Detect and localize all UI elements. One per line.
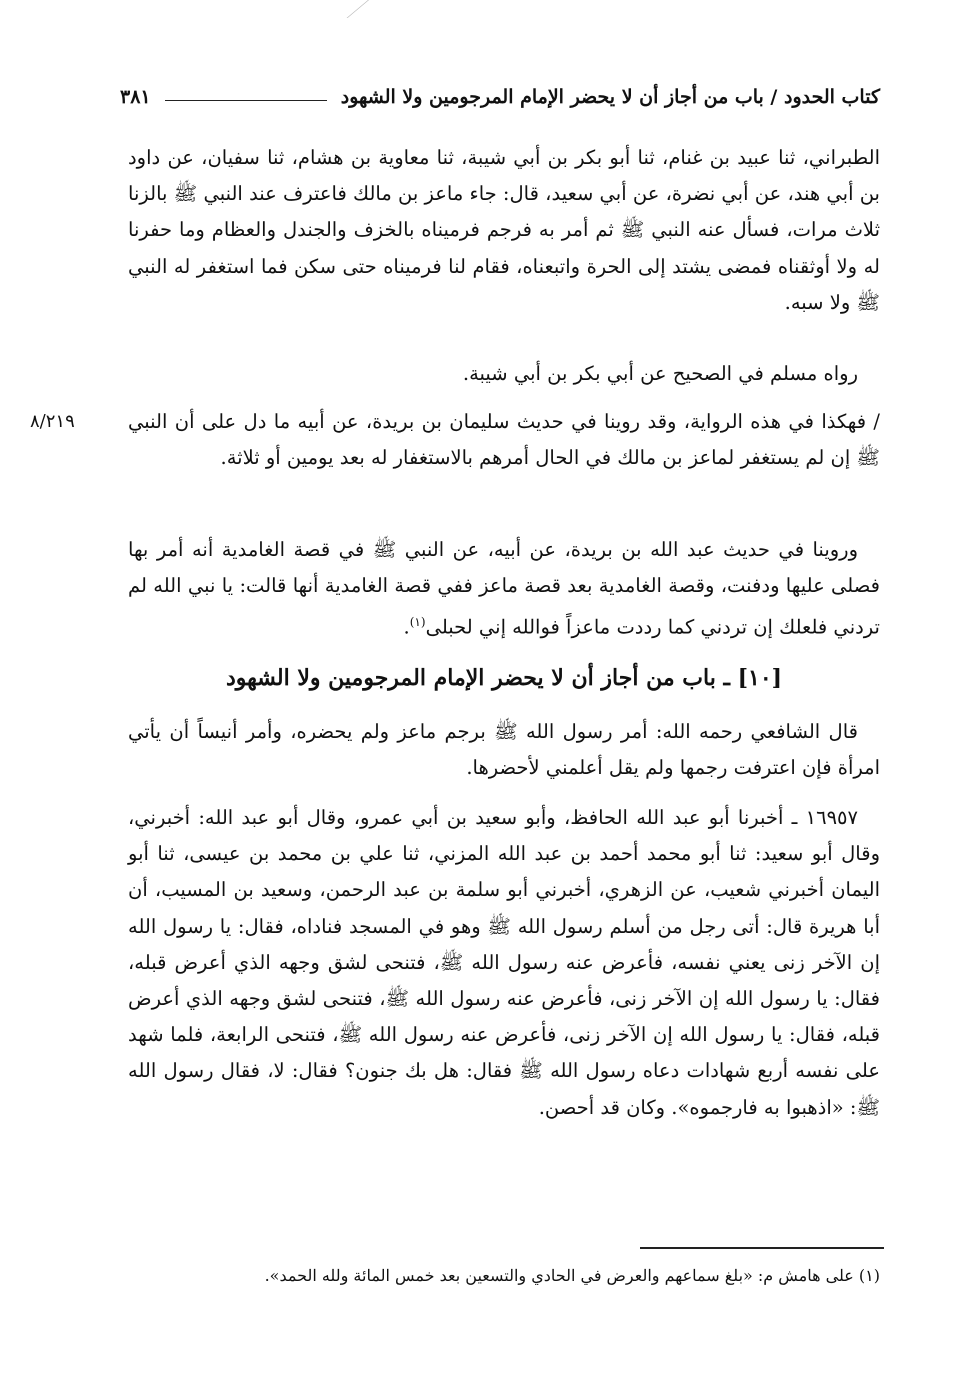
paragraph-sulayman-ibn-burayda <box>128 404 880 476</box>
paragraph-text: الطبراني، ثنا عبيد بن غنام، ثنا أبو بكر بن أبي شيبة، ثنا معاوية بن هشام، ثنا سفيان، عن داود بن أبي هند، عن أبي نضرة، عن أبي سعيد، قال: جاء ماعز بن مالك فاعترف عند النبي ﷺ بالزنا ثلاث مرات، فسأل عنه النبي ﷺ ثم أمر به فرجم فرميناه بالخزف والجندل والعظام وما حفرنا له ولا أوثقناه فمضى يشتد إلى الحرة واتبعناه، فقام لنا فرميناه حتى سكن فما استغفر له النبي ﷺ ولا سبه. <box>128 146 880 314</box>
paragraph-text: رواه مسلم في الصحيح عن أبي بكر بن أبي شيبة. <box>462 362 858 385</box>
paragraph-isnad-tabarani <box>128 140 880 321</box>
footnote-marker: (١) <box>409 615 426 630</box>
paragraph-hadith-16957 <box>128 800 880 1126</box>
paragraph-text: قال الشافعي رحمه الله: أمر رسول الله ﷺ برجم ماعز ولم يحضره، وأمر أنيساً أن يأتي امرأة فإن اعترفت رجمها ولم يقل أعلمني لأحضرها. <box>128 720 880 780</box>
paragraph-text: / فهكذا في هذه الرواية، وقد روينا في حديث سليمان بن بريدة، عن أبيه ما دل على أن النبي ﷺ إن لم يستغفر لماعز بن مالك في الحال أمرهم بالاستغفار له بعد يومين أو ثلاثة. <box>128 410 880 470</box>
header-rule <box>165 100 327 101</box>
footnote-rule <box>640 1247 884 1249</box>
paragraph-main-text: وروينا في حديث عبد الله بن بريدة، عن أبيه، عن النبي ﷺ في قصة الغامدية أنه أمر بها فصلى عليها ودفنت، وقصة الغامدية بعد قصة ماعز ففي قصة الغامدية أنها قالت: يا نبي الله لم تردني فلعلك إن تردني كما رددت ماعزاً فوالله إني لحبلى <box>128 538 880 639</box>
chapter-heading: [١٠] ـ باب من أجاز أن لا يحضر الإمام المرجومين ولا الشهود <box>225 665 783 691</box>
paragraph-shafii <box>128 714 880 786</box>
page-number: ٣٨١ <box>120 86 151 108</box>
paragraph-text <box>128 532 880 646</box>
scan-mark <box>347 0 393 18</box>
paragraph-text: ١٦٩٥٧ ـ أخبرنا أبو عبد الله الحافظ، وأبو سعيد بن أبي عمرو، وقال أبو عبد الله: أخبرني، وقال أبو سعيد: ثنا أبو محمد أحمد بن عبد الله المزني، ثنا علي بن محمد بن عيسى، ثنا أبو اليمان أخبرني شعيب، عن الزهري، أخبرني أبو سلمة بن عبد الرحمن، وسعيد بن المسيب، أن أبا هريرة قال: أتى رجل من أسلم رسول الله ﷺ وهو في المسجد فناداه، فقال: يا رسول الله إن الآخر زنى يعني نفسه، فأعرض عنه رسول الله ﷺ، فتنحى لشق وجهه الذي أعرض قبله، فقال: يا رسول الله إن الآخر زنى، فأعرض عنه رسول الله ﷺ، فتنحى لشق وجهه الذي أعرض قبله، فقال: يا رسول الله إن الآخر زنى، فأعرض عنه رسول الله ﷺ، فتنحى الرابعة، فلما شهد على نفسه أربع شهادات دعاه رسول الله ﷺ فقال: هل بك جنون؟ فقال: لا، فقال رسول الله ﷺ: «اذهبوا به فارجموه». وكان قد أحصن. <box>128 806 880 1119</box>
margin-reference: ٨/٢١٩ <box>30 411 75 432</box>
header-title: كتاب الحدود / باب من أجاز أن لا يحضر الإمام المرجومين ولا الشهود <box>340 86 880 108</box>
paragraph-end: . <box>403 615 410 639</box>
paragraph-muslim-reference <box>128 356 880 392</box>
paragraph-ghamidiyya <box>128 532 880 646</box>
footnote: (١) على هامش م: «بلغ سماعهم والعرض في الحادي والتسعين بعد خمس المائة ولله الحمد». <box>264 1266 880 1285</box>
running-header <box>120 78 880 116</box>
